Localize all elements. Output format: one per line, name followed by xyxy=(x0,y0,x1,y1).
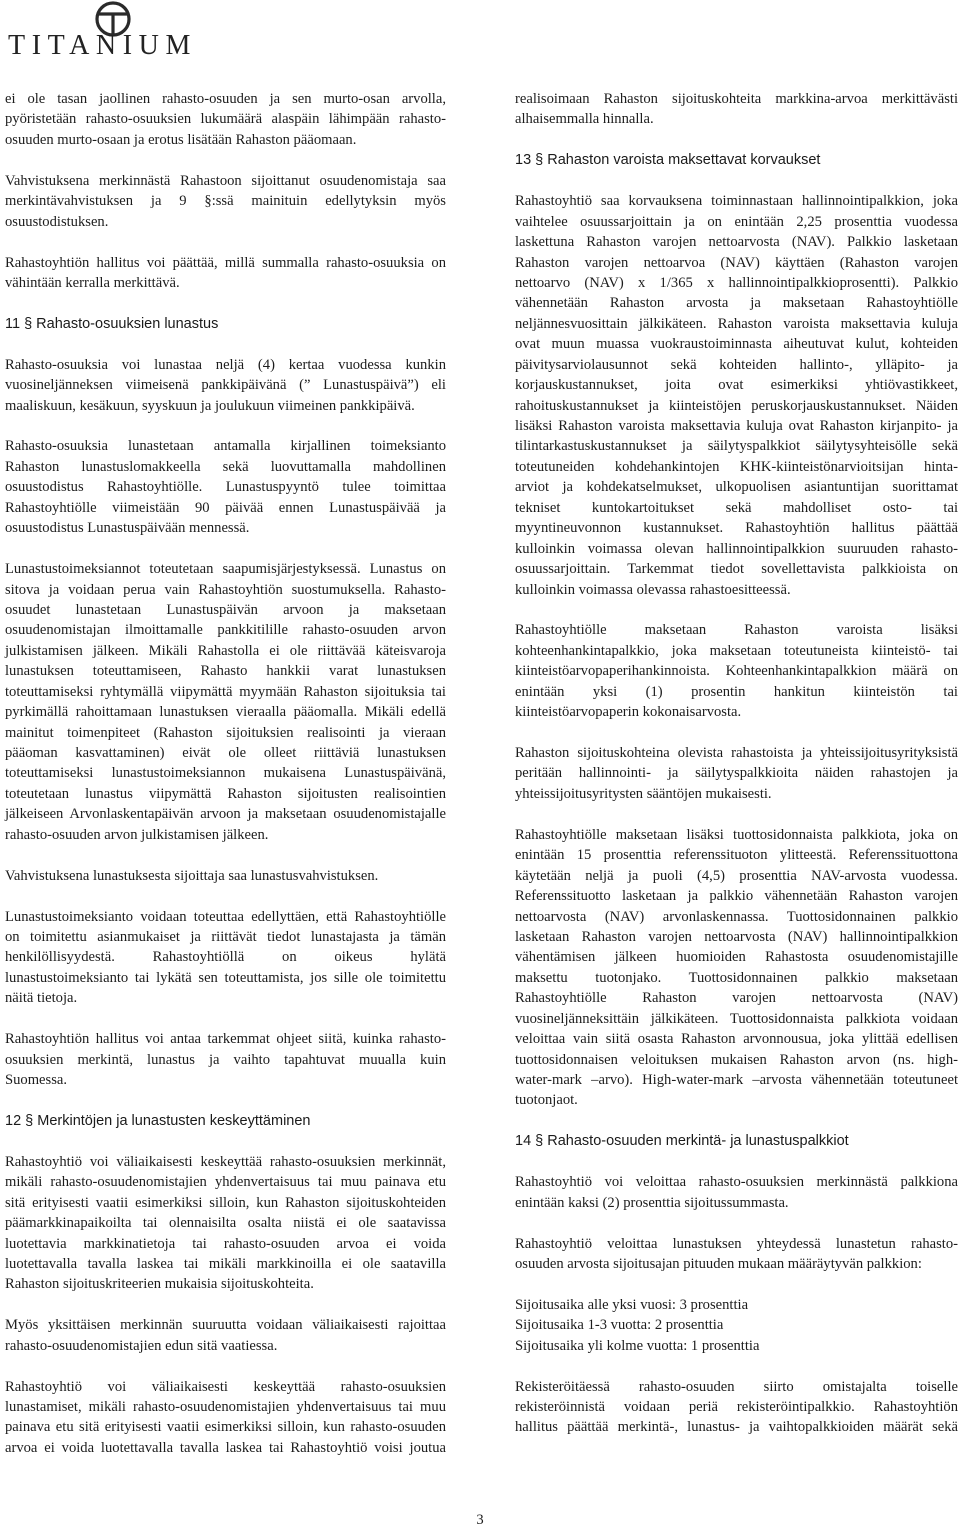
paragraph xyxy=(5,1152,446,1295)
text-line: rahasto-osuudenomistajien edun sitä vaatiessa. xyxy=(5,1337,278,1354)
text-line: on toimitettu asianmukaiset ja riittävät tiedot lunastajasta ja tämän xyxy=(5,928,446,945)
paragraph xyxy=(515,1234,958,1275)
text-line: mainitut toimenpiteet (Rahaston sijoituksien realisointi ja vieraan xyxy=(5,724,446,741)
text-line: Lunastustoimeksiannot toteutetaan saapumisjärjestyksessä. Lunastus on xyxy=(5,561,446,578)
text-line: alhaisemmalla hinnalla. xyxy=(515,111,654,128)
text-line: Vahvistuksena merkinnästä Rahastoon sijoittanut osuudenomistaja saa xyxy=(5,172,446,189)
text-line: lasketaan Rahaston varojen nettoarvosta (NAV) hallinnointipalkkion xyxy=(515,928,958,945)
text-line: julkistamisen jälkeen. Mikäli Rahastolla ei ole riittävää käteisvaroja xyxy=(5,642,446,659)
text-line: Rahasto-osuuksia lunastetaan antamalla kirjallinen toimeksianto xyxy=(5,438,446,455)
text-line: vuosineljänneksen viimeisenä pankkipäivänä (” Lunastuspäivä”) eli xyxy=(5,377,446,394)
paragraph xyxy=(515,620,958,722)
text-line: tilintarkastuskustannukset ja säilytyspalkkiot säilytysyhteisölle sekä xyxy=(515,438,958,455)
text-line: veloittaa vain siitä osasta Rahaston arvonnousua, joka ylittää edellisen xyxy=(515,1031,958,1048)
text-line: Rahastoyhtiölle Rahaston varojen nettoarvosta (NAV) xyxy=(515,990,958,1007)
paragraph xyxy=(5,89,446,150)
text-line: vähennetään Rahaston arvosta ja maksetaan Rahastoyhtiölle xyxy=(515,295,958,312)
text-line: näitä tietoja. xyxy=(5,990,78,1007)
text-line: Rahaston varojen nettoarvoa (NAV) käyttäen (Rahaston varojen xyxy=(515,254,958,271)
text-line: peritään hallinnointi- ja säilytyspalkkioita näiden rahastojen ja xyxy=(515,765,958,782)
paragraph xyxy=(5,436,446,538)
text-line: kiinteistöarvopaperin kokonaisarvosta. xyxy=(515,704,742,721)
text-line: Rahaston sijoituskriteerien mukaisia sijoituskohteita. xyxy=(5,1276,314,1293)
text-line: tuotonjaot. xyxy=(515,1092,578,1109)
text-line: toteutetaan lunastus viipymättä Rahaston sijoitusten realisointien xyxy=(5,785,446,802)
text-line: luotettavalla tavalla laskea tai mikäli markkinoilla ei ole saatavilla xyxy=(5,1255,446,1272)
text-line: arvoa ei voida luotettavalla tavalla laskea tai Rahastoyhtiö voisi joutua xyxy=(5,1439,446,1456)
text-line: osuussarjoittain. Tarkemmat tiedot sovellettavista palkkioista on xyxy=(515,561,958,578)
text-line: maksettu tuotonjako. Tuottosidonnainen palkkio maksetaan xyxy=(515,969,958,986)
text-line: Rahastoyhtiön hallitus voi antaa tarkemmat ohjeet siitä, kuinka rahasto- xyxy=(5,1031,446,1048)
text-line: water-mark –arvo). High-water-mark –arvosta vähennetään toteutuneet xyxy=(515,1072,958,1088)
text-line: mikäli rahasto-osuudenomistajien yhdenvertaisuus tai muu painava etu xyxy=(5,1174,446,1191)
text-line: Myös yksittäisen merkinnän suuruutta voidaan väliaikaisesti rajoittaa xyxy=(5,1317,446,1334)
paragraph xyxy=(5,1315,446,1356)
text-line: sitova ja voidaan perua vain Rahastoyhtiön suostumuksella. Rahasto- xyxy=(5,581,446,598)
text-line: rahoituskustannukset ja kiinteistöjen peruskorjauskustannukset. Näiden xyxy=(515,397,958,414)
left-text-column xyxy=(5,89,446,1458)
text-line: Suomessa. xyxy=(5,1072,68,1088)
text-line: pyrkimällä rahoittamaan lunastuksen vieraalla pääomalla. Mikäli edellä xyxy=(5,704,446,721)
text-line: tuottosidonnaisen veloituksen mukaisen Rahaston arvon (ns. high- xyxy=(515,1051,958,1068)
text-line: pääoman kasvattaminen) eivät ole olleet riittäviä lunastuksen xyxy=(5,745,446,761)
text-line: vähintään kerralla merkittävä. xyxy=(5,274,180,291)
text-line: päämarkkinapaikoilta tai olennaisilta osalta niistä ei ole saatavissa xyxy=(5,1215,446,1232)
text-line: Rekisteröitäessä rahasto-osuuden siirto omistajalta toiselle xyxy=(515,1378,958,1395)
text-line: osuudenomistajan ilmoittamalle pankkitilille rahasto-osuuden arvon xyxy=(5,622,446,639)
text-line: kulloinkin voimassa olevassa rahastoesitteessä. xyxy=(515,581,791,598)
text-line: merkintävahvistuksen ja 9 §:ssä mainituin edellytyksin myös xyxy=(5,193,446,210)
list-item: Sijoitusaika 1-3 vuotta: 2 prosenttia xyxy=(515,1317,724,1334)
text-line: vuosineljänneksittäin jälkikäteen. Tuottosidonnaista palkkiota voidaan xyxy=(515,1010,958,1027)
text-line: henkilöllisyydestä. Rahastoyhtiöllä on oikeus hylätä xyxy=(5,949,446,966)
text-line: toteuttamiseksi ryhtymällä viipymättä myymään Rahaston sijoituksia tai xyxy=(5,683,446,700)
text-line: lisäksi Rahaston varoista maksettavia kuluja ovat Rahaston kirjanpito- ja xyxy=(515,418,958,434)
text-line: rekisteröinnistä voidaan periä rekisteröintipalkkio. Rahastoyhtiön xyxy=(515,1399,958,1415)
text-line: jälkeiseen Arvonlaskentapäivän arvoon ja maksetaan osuudenomistajalle xyxy=(5,806,446,823)
text-line: maaliskuun, kesäkuun, syyskuun ja joulukuun viimeinen pankkipäivä. xyxy=(5,397,415,414)
text-line: Rahastoyhtiölle maksetaan Rahaston varoista lisäksi xyxy=(515,622,958,639)
text-line: enintään 15 prosenttia referenssituoton ylitteestä. Referenssituottona xyxy=(515,847,958,864)
list-item: Sijoitusaika alle yksi vuosi: 3 prosenttia xyxy=(515,1296,749,1313)
section-heading: 11 § Rahasto-osuuksien lunastus xyxy=(5,315,219,332)
text-line: Rahastoyhtiölle viimeistään 90 päivää ennen Lunastuspäivää ja xyxy=(5,499,446,516)
text-line: hallitus päättää merkintä-, lunastus- ja vaihtopalkkioiden määrät sekä xyxy=(515,1419,958,1436)
text-line: osuustodistus Lunastuspäivään mennessä. xyxy=(5,520,250,537)
text-line: lunastamiset, mikäli rahasto-osuudenomistajien yhdenvertaisuus tai muu xyxy=(5,1399,446,1415)
paragraph xyxy=(5,1029,446,1090)
text-line: osuuden arvosta sijoitusajan pituuden mukaan määräytyvän palkkion: xyxy=(515,1255,922,1272)
text-line: nettoarvo (NAV) x 1/365 x hallinnointipalkkioprosentti). Palkkio xyxy=(515,274,958,291)
text-line: Rahasto-osuuksia voi lunastaa neljä (4) kertaa vuodessa kunkin xyxy=(5,356,446,373)
company-logo xyxy=(0,0,210,64)
page-number: 3 xyxy=(476,1512,484,1528)
text-line: Rahaston sijoituskohteina olevista rahastoista ja yhteissijoitusyrityksistä xyxy=(515,745,958,761)
text-line: enintään kaksi (2) prosenttia sijoitussummasta. xyxy=(515,1194,789,1211)
section-heading: 13 § Rahaston varoista maksettavat korvaukset xyxy=(515,152,821,169)
text-line: kulloinkin voimassa olevan hallinnointipalkkion suuruuden rahasto- xyxy=(515,540,958,557)
text-line: pyöristetään rahasto-osuuksien lukumäärä alaspäin lähimpään rahasto- xyxy=(5,111,446,128)
fee-list xyxy=(515,1295,958,1356)
text-line: vaihtelee osuussarjoittain ja on enintään 2,25 prosenttia vuodessa xyxy=(515,213,958,230)
paragraph xyxy=(515,1377,958,1438)
text-line: myyntineuvonnon kustannukset. Rahastoyhtiön hallitus päättää xyxy=(515,520,958,537)
text-line: ovat muun muassa vuokraustoiminnasta aiheutuvat kulut, kohteiden xyxy=(515,336,958,353)
text-line: Rahastoyhtiölle maksetaan lisäksi tuottosidonnaista palkkiota, joka on xyxy=(515,826,958,843)
text-line: osuudet lunastetaan Lunastuspäivän arvoon ja maksetaan xyxy=(5,601,446,618)
section-heading: 14 § Rahasto-osuuden merkintä- ja lunastuspalkkiot xyxy=(515,1133,849,1150)
right-text-column xyxy=(515,89,958,1438)
text-line: yhteissijoitusyritysten sääntöjen mukaisesti. xyxy=(515,785,772,802)
text-line: luotettavia markkinatietoja tai rahasto-osuuden arvoa ei voida xyxy=(5,1235,446,1252)
paragraph xyxy=(515,191,958,600)
text-line: Referenssituotto lasketaan ja palkkio vähennetään Rahaston varojen xyxy=(515,888,958,905)
paragraph xyxy=(515,825,958,1111)
text-line: laskettuna Rahaston varojen nettoarvosta (NAV). Palkkio lasketaan xyxy=(515,234,958,251)
text-line: Rahastoyhtiö voi veloittaa rahasto-osuuksien merkinnästä palkkiona xyxy=(515,1174,958,1191)
text-line: Rahaston lunastuslomakkeella sekä luovuttamalla mahdollinen xyxy=(5,458,446,475)
text-line: kohteenhankintapalkkio, joka maksetaan toteutuneista kiinteistö- tai xyxy=(515,642,958,659)
text-line: lunastustoimeksianto tai lykätä sen toteuttamista, jos sille ole toimitettu xyxy=(5,969,446,986)
text-line: painava etu sitä erityisesti vaatii esimerkiksi silloin, kun rahasto-osuuden xyxy=(5,1419,446,1436)
text-line: osuuksien merkintä, lunastus ja vaihto tapahtuvat muualla kuin xyxy=(5,1051,446,1068)
text-line: Rahastoyhtiö veloittaa lunastuksen yhteydessä lunastetun rahasto- xyxy=(515,1235,958,1252)
text-line: arviot ja kohdekatselmukset, ulkopuolisen asiantuntijan suorittamat xyxy=(515,479,958,496)
text-line: käytetään neljä ja puoli (4,5) prosenttia NAV-arvosta vuodessa. xyxy=(515,867,958,884)
text-line: kiinteistöarvopaperihankinnoista. Kohteenhankintapalkkion määrä on xyxy=(515,663,958,680)
paragraph xyxy=(5,355,446,416)
paragraph xyxy=(5,1377,446,1459)
text-line: rahasto-osuuden arvon julkistamisen jälkeen. xyxy=(5,826,269,843)
text-line: sitä erityisesti vaatii esimerkiksi silloin, kun Rahaston sijoituskohteiden xyxy=(5,1194,446,1211)
text-line: osuustodistus Rahastoyhtiölle. Lunastuspyyntö tulee toimittaa xyxy=(5,479,446,496)
list-item: Sijoitusaika yli kolme vuotta: 1 prosenttia xyxy=(515,1337,760,1354)
paragraph xyxy=(5,253,446,294)
paragraph xyxy=(515,743,958,804)
text-line: tekniset kuntokartoitukset sekä mahdolliset osto- tai xyxy=(515,499,958,516)
logo-wordmark: TITANIUM xyxy=(8,30,197,61)
text-line: neljännesvuosittain jälkikäteen. Rahaston varoista maksettavia kuluja xyxy=(515,315,958,332)
text-line: vähentämisen jälkeen huomioiden Rahastosta osuudenomistajille xyxy=(515,949,958,966)
text-line: toteutuneiden kohdehankintojen KHK-kiinteistönarvioitsijan hinta- xyxy=(515,458,958,475)
text-line: Rahastoyhtiö voi väliaikaisesti keskeyttää rahasto-osuuksien merkinnät, xyxy=(5,1153,446,1170)
text-line: korjauskustannukset, joita ovat esimerkiksi yhtiövastikkeet, xyxy=(515,377,958,394)
text-line: lunastuksen toteuttamiseen, Rahasto hankkii varat lunastuksen xyxy=(5,663,446,680)
text-line: realisoimaan Rahaston sijoituskohteita markkina-arvoa merkittävästi xyxy=(515,91,958,107)
text-line: toteuttamiseksi lunastustoimeksiannon mukaisena Lunastuspäivänä, xyxy=(5,765,446,782)
paragraph xyxy=(5,866,446,886)
paragraph xyxy=(5,171,446,232)
paragraph xyxy=(5,907,446,1009)
text-line: Rahastoyhtiö voi väliaikaisesti keskeyttää rahasto-osuuksien xyxy=(5,1378,446,1395)
text-line: osuuden murto-osaan ja erotus lisätään Rahaston pääomaan. xyxy=(5,131,357,148)
section-heading: 12 § Merkintöjen ja lunastusten keskeyttäminen xyxy=(5,1112,311,1129)
text-line: ei ole tasan jaollinen rahasto-osuuden ja sen murto-osan arvolla, xyxy=(5,91,446,107)
text-line: Lunastustoimeksianto voidaan toteuttaa edellyttäen, että Rahastoyhtiölle xyxy=(5,908,446,925)
text-line: Rahastoyhtiön hallitus voi päättää, millä summalla rahasto-osuuksia on xyxy=(5,254,446,271)
paragraph xyxy=(515,1172,958,1213)
text-line: Rahastoyhtiö saa korvauksena toiminnastaan hallinnointipalkkion, joka xyxy=(515,193,958,210)
text-line: Vahvistuksena lunastuksesta sijoittaja saa lunastusvahvistuksen. xyxy=(5,867,379,884)
text-line: päivitysarviolausunnot sekä kohteiden hallinto-, ylläpito- ja xyxy=(515,356,958,373)
text-line: osuustodistuksen. xyxy=(5,213,109,230)
text-line: nettoarvosta (NAV) arvonlaskennassa. Tuottosidonnainen palkkio xyxy=(515,908,958,925)
text-line: enintään yksi (1) prosentin hankitun kiinteistön tai xyxy=(515,683,958,700)
paragraph xyxy=(5,559,446,845)
paragraph xyxy=(515,89,958,130)
